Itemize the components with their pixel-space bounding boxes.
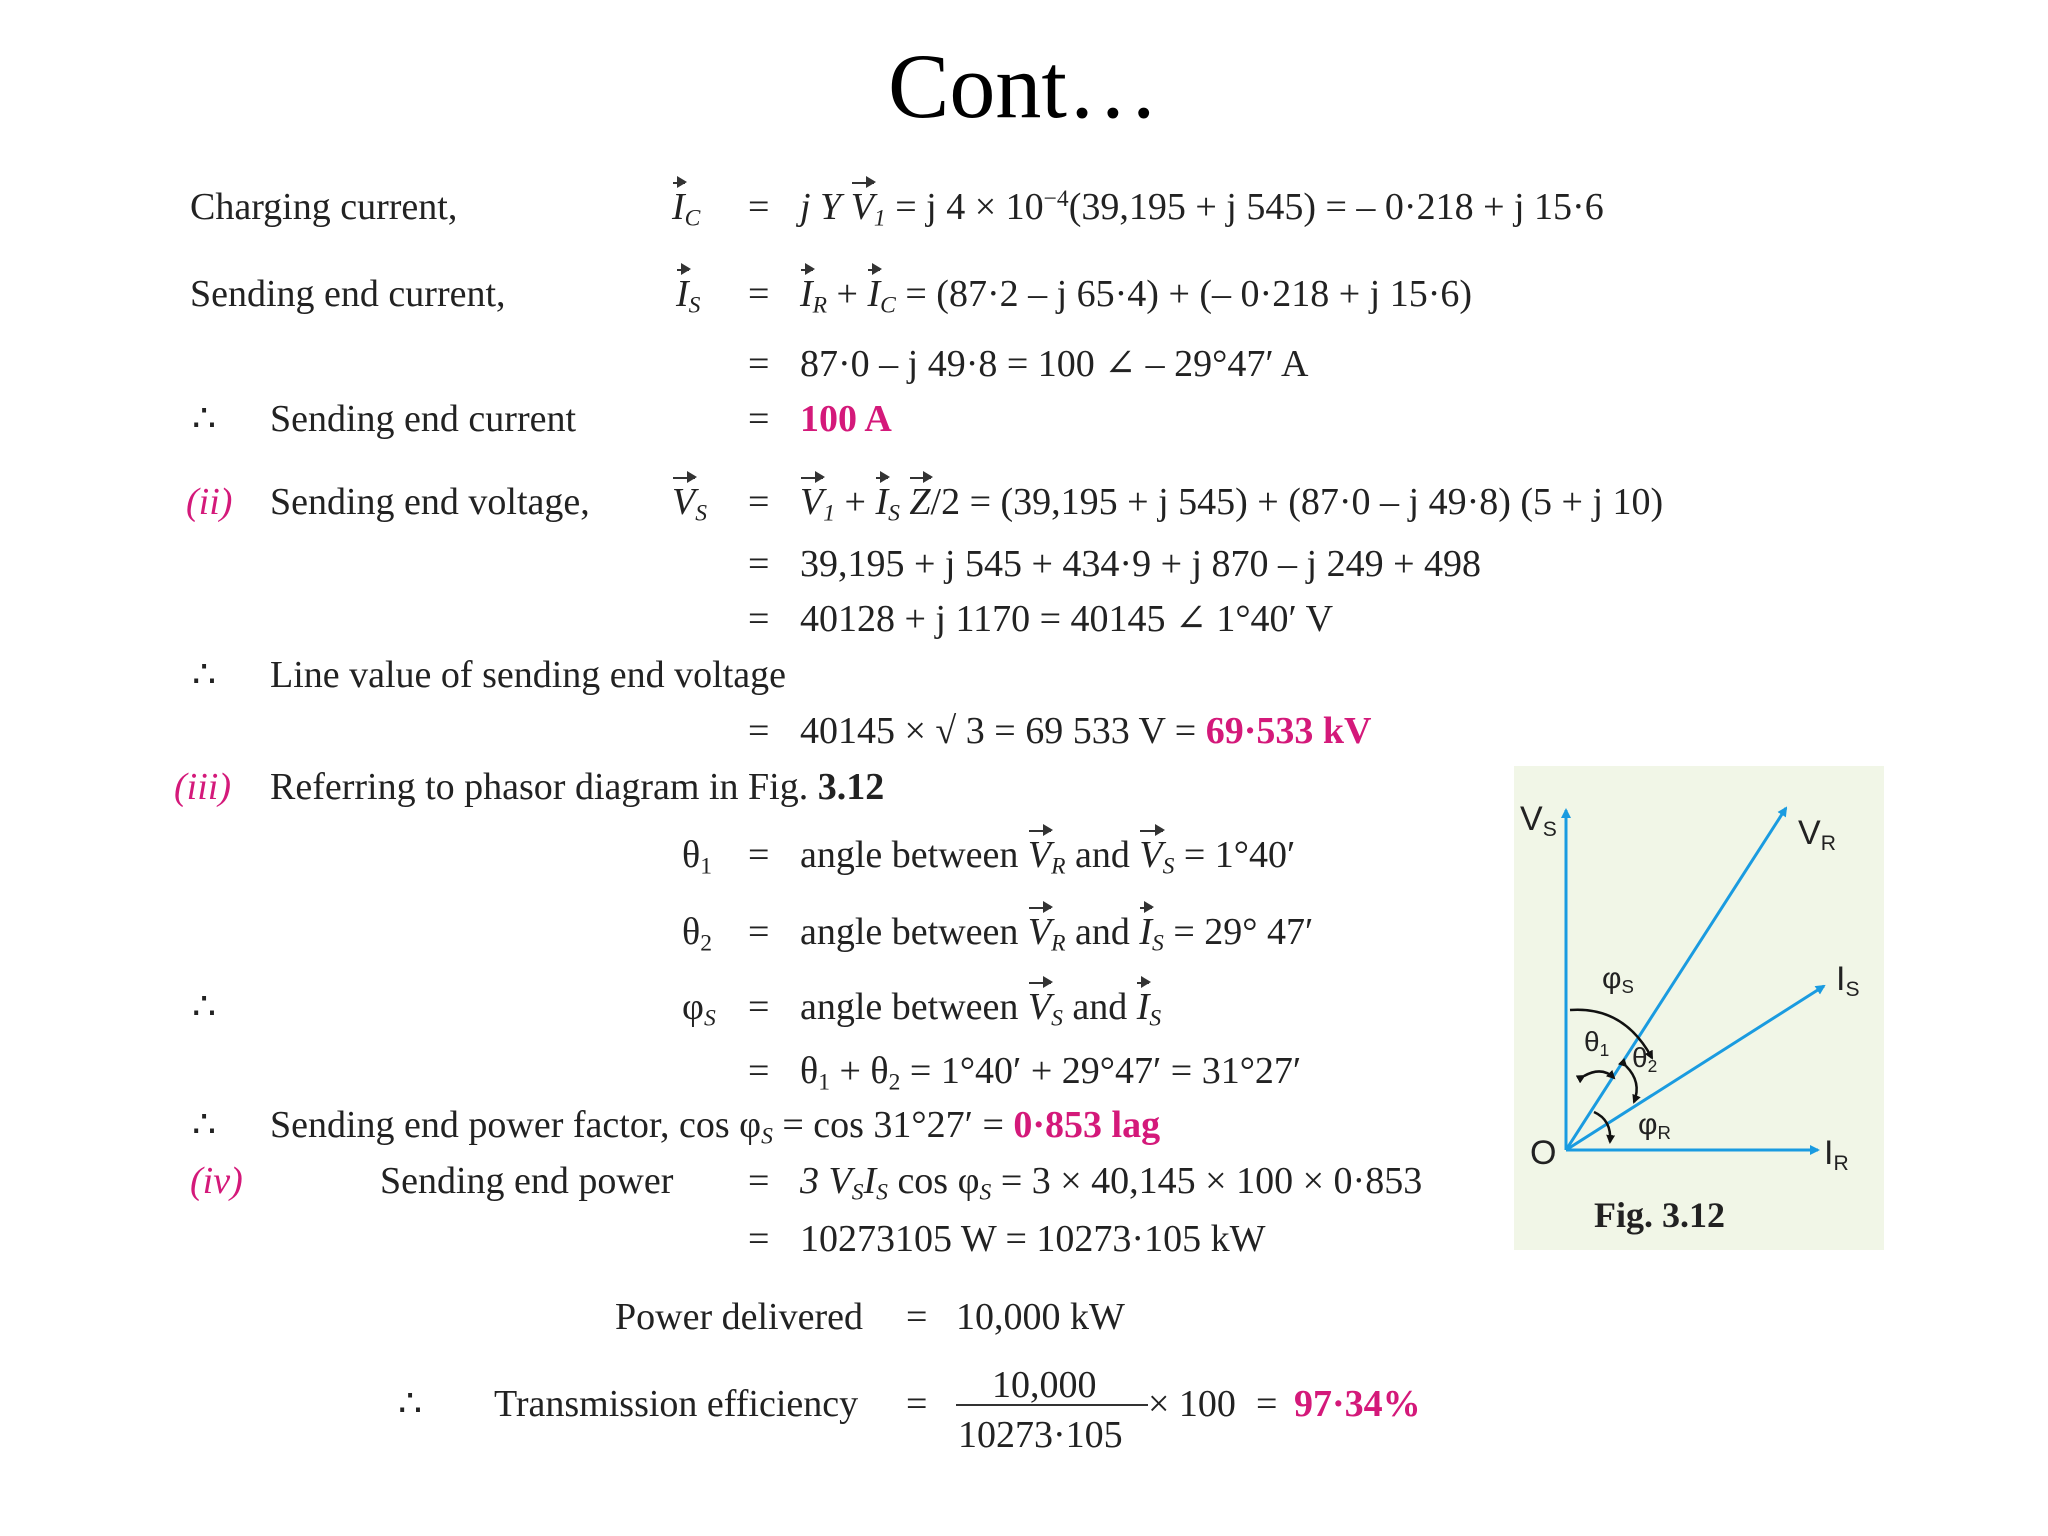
- efficiency-numerator: 10,000: [992, 1364, 1097, 1406]
- phasor-diagram-figure: [1514, 766, 1884, 1250]
- efficiency-denominator: 10273·105: [958, 1414, 1123, 1456]
- phi-r-label: $\varphi_R$: [1638, 1108, 1671, 1144]
- theta1-symbol: $\theta_1$: [682, 834, 712, 880]
- equals-sign: =: [748, 343, 770, 385]
- sending-voltage-expression: $V_1 + I_S$ Z/2 = (39,195 + j 545) + (87·0 – j 49·8) (5 + j 10): [800, 481, 1664, 527]
- sending-voltage-label: Sending end voltage,: [270, 481, 590, 523]
- power-delivered-value: 10,000 kW: [956, 1296, 1125, 1338]
- charging-current-expression: j Y $V_1 = j$ $4 \times 10^{-4}(39,195 + j$ 545) = – 0·218 + j 15·6: [800, 186, 1604, 232]
- phi-s-symbol: $\varphi_S$: [682, 986, 716, 1032]
- equals-sign: =: [748, 986, 770, 1028]
- therefore-symbol: ∴: [192, 1104, 217, 1146]
- equals-sign: =: [748, 398, 770, 440]
- theta1-arc: [1584, 1071, 1614, 1078]
- vs-label: $V_S$: [1520, 800, 1557, 841]
- sending-power-expression: 3 $V_SI_S$ $\cos \varphi_S = 3 \times 40,145 \times 100 \times 0\cdot 853$: [800, 1160, 1423, 1206]
- equals-sign: =: [748, 1160, 770, 1202]
- phasor-reference-label: Referring to phasor diagram in Fig. 3.12: [270, 766, 885, 808]
- equals-sign: =: [1256, 1383, 1278, 1425]
- power-factor-line: Sending end power factor, $\cos \varphi_S = \cos 31^\circ 27' = 0\cdot 853$ lag: [270, 1104, 1161, 1150]
- theta1-label: $\theta_1$: [1584, 1026, 1610, 1060]
- efficiency-result: 97·34%: [1294, 1383, 1421, 1425]
- equals-sign: =: [748, 481, 770, 523]
- vr-label: $V_R$: [1798, 814, 1836, 855]
- origin-label: O: [1530, 1134, 1557, 1172]
- power-factor-result: 0·853 lag: [1013, 1104, 1161, 1146]
- equals-sign: =: [748, 710, 770, 752]
- theta2-definition: angle between $V_R$ and $I_S = 29^\circ$ 47′: [800, 911, 1314, 957]
- line-value-label: Line value of sending end voltage: [270, 654, 787, 696]
- sending-current-polar: 87·0 – j 49·8 = 100 ∠ – 29°47′ A: [800, 343, 1309, 385]
- slide-title: Cont…: [888, 35, 1159, 137]
- therefore-symbol: ∴: [192, 398, 217, 440]
- ir-label: $I_R$: [1824, 1134, 1849, 1175]
- equals-sign: =: [748, 273, 770, 315]
- efficiency-times: × 100: [1148, 1383, 1236, 1425]
- sending-current-expression: $I_R + I_C = (87\cdot 2 - j$ 65·4) + (– 0·218 + j 15·6): [800, 273, 1473, 319]
- sending-voltage-polar: 40128 + j 1170 = 40145 ∠ 1°40′ V: [800, 598, 1334, 640]
- sending-power-label: Sending end power: [380, 1160, 674, 1202]
- therefore-symbol: ∴: [192, 654, 217, 696]
- sending-current-label: Sending end current,: [190, 273, 506, 315]
- charging-current-symbol: $I_C$: [672, 186, 701, 232]
- equals-sign: =: [748, 598, 770, 640]
- line-value-result: 69·533 kV: [1205, 710, 1372, 752]
- phi-s-label: $\varphi_S$: [1602, 962, 1634, 998]
- figure-caption: Fig. 3.12: [1594, 1195, 1725, 1235]
- part-iv-marker: (iv): [190, 1160, 243, 1202]
- equals-sign: =: [906, 1383, 928, 1425]
- sending-current-result-label: Sending end current: [270, 398, 577, 440]
- sending-current-symbol: $I_S$: [676, 273, 701, 319]
- charging-current-label: Charging current,: [190, 186, 458, 228]
- part-iii-marker: (iii): [174, 766, 231, 808]
- phi-s-value: $\theta_1 + \theta_2 = 1^\circ 40' + 29^\circ 47' = 31^\circ 27'$: [800, 1050, 1302, 1096]
- equals-sign: =: [748, 543, 770, 585]
- equals-sign: =: [748, 911, 770, 953]
- is-vector: [1566, 986, 1824, 1150]
- sending-voltage-symbol: $V_S$: [672, 481, 707, 527]
- equals-sign: =: [748, 1050, 770, 1092]
- part-ii-marker: (ii): [186, 481, 233, 523]
- is-label: $I_S$: [1836, 960, 1860, 1001]
- equals-sign: =: [748, 834, 770, 876]
- equals-sign: =: [748, 186, 770, 228]
- equals-sign: =: [748, 1218, 770, 1260]
- vr-vector: [1566, 808, 1786, 1150]
- therefore-symbol: ∴: [192, 986, 217, 1028]
- equals-sign: =: [906, 1296, 928, 1338]
- sending-voltage-expansion: 39,195 + j 545 + 434·9 + j 870 – j 249 + 498: [800, 543, 1482, 585]
- therefore-symbol: ∴: [398, 1383, 423, 1425]
- sending-current-result-value: 100 A: [800, 398, 892, 440]
- sending-power-result: 10273105 W = 10273·105 kW: [800, 1218, 1266, 1260]
- line-value-expression: 40145 × √ 3 = 69 533 V = 69·533 kV: [800, 710, 1372, 752]
- theta2-symbol: $\theta_2$: [682, 911, 712, 957]
- fraction-bar: [956, 1404, 1148, 1406]
- efficiency-label: Transmission efficiency: [494, 1383, 859, 1425]
- phi-s-definition: angle between $V_S$ and $I_S$: [800, 986, 1162, 1032]
- theta1-definition: angle between $V_R$ and $V_S = 1^\circ 40'$: [800, 834, 1296, 880]
- theta2-label: $\theta_2$: [1632, 1042, 1658, 1076]
- power-delivered-label: Power delivered: [615, 1296, 863, 1338]
